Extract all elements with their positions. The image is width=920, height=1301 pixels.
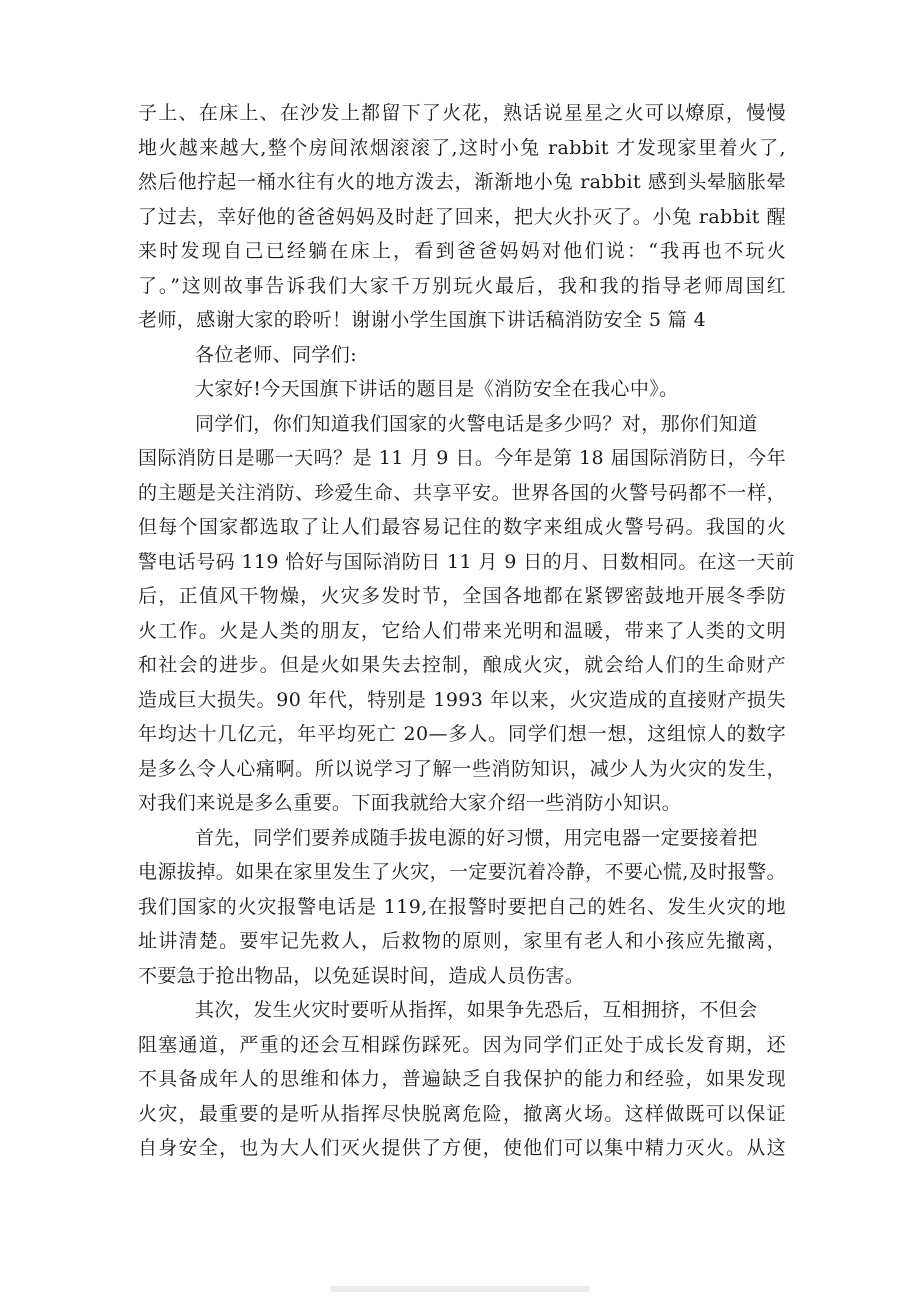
text-line: 和社会的进步。但是火如果失去控制，酿成火灾，就会给人们的生命财产 [138, 654, 786, 676]
text-line: 自身安全，也为大人们灭火提供了方便，使他们可以集中精力灭火。从这 [138, 1137, 786, 1159]
page-footer-bar [330, 1286, 590, 1292]
paragraph-start: 同学们，你们知道我们国家的火警电话是多少吗？对，那你们知道 [195, 412, 758, 435]
text-line: 但每个国家都选取了让人们最容易记住的数字来组成火警号码。我国的火 [138, 516, 786, 538]
text-line: 了。”这则故事告诉我们大家千万别玩火最后，我和我的指导老师周国红 [138, 274, 786, 297]
text-line: 址讲清楚。要牢记先救人，后救物的原则，家里有老人和小孩应先撤离， [138, 930, 786, 952]
paragraph-start: 其次，发生火灾时要听从指挥，如果争先恐后，互相拥挤，不但会 [195, 999, 758, 1021]
text-line: 国际消防日是哪一天吗？是 11 月 9 日。今年是第 18 届国际消防日，今年 [138, 447, 786, 469]
text-line: 老师，感谢大家的聆听！谢谢小学生国旗下讲话稿消防安全 5 篇 4 [138, 309, 707, 331]
text-line: 不要急于抢出物品，以免延误时间，造成人员伤害。 [138, 964, 585, 987]
text-line: 不具备成年人的思维和体力，普遍缺乏自我保护的能力和经验，如果发现 [138, 1068, 786, 1090]
text-line: 火灾，最重要的是听从指挥尽快脱离危险，撤离火场。这样做既可以保证 [138, 1102, 786, 1125]
text-line: 然后他拧起一桶水往有火的地方泼去，渐渐地小兔 rabbit 感到头晕脑胀晕 [138, 171, 786, 193]
text-line: 是多么令人心痛啊。所以说学习了解一些消防知识，减少人为火灾的发生， [138, 757, 786, 780]
text-line: 电源拔掉。如果在家里发生了火灾，一定要沉着冷静，不要心慌,及时报警。 [138, 861, 786, 883]
text-line: 子上、在床上、在沙发上都留下了火花，熟话说星星之火可以燎原，慢慢 [138, 102, 786, 124]
text-line: 阻塞通道，严重的还会互相踩伤踩死。因为同学们正处于成长发育期，还 [138, 1033, 786, 1056]
paragraph-start: 首先，同学们要养成随手拔电源的好习惯，用完电器一定要接着把 [195, 826, 758, 849]
document-body [138, 96, 795, 1166]
text-line: 警电话号码 119 恰好与国际消防日 11 月 9 日的月、日数相同。在这一天前 [138, 550, 795, 573]
text-line: 地火越来越大,整个房间浓烟滚滚了,这时小兔 rabbit 才发现家里着火了, [138, 136, 786, 159]
text-line: 来时发现自己已经躺在床上，看到爸爸妈妈对他们说：“我再也不玩火 [138, 240, 786, 262]
text-line: 造成巨大损失。90 年代，特别是 1993 年以来，火灾造成的直接财产损失 [138, 688, 786, 711]
text-line: 对我们来说是多么重要。下面我就给大家介绍一些消防小知识。 [138, 792, 682, 814]
text-line: 我们国家的火灾报警电话是 119,在报警时要把自己的姓名、发生火灾的地 [138, 895, 786, 918]
salutation: 各位老师、同学们: [195, 343, 358, 366]
text-line: 的主题是关注消防、珍爱生命、共享平安。世界各国的火警号码都不一样， [138, 481, 786, 504]
text-line: 后，正值风干物燥，火灾多发时节，全国各地都在紧锣密鼓地开展冬季防 [138, 585, 786, 607]
text-line: 火工作。火是人类的朋友，它给人们带来光明和温暖，带来了人类的文明 [138, 619, 786, 642]
greeting-line: 大家好!今天国旗下讲话的题目是《消防安全在我心中》。 [195, 378, 679, 400]
text-line: 年均达十几亿元，年平均死亡 20—多人。同学们想一想，这组惊人的数字 [138, 723, 786, 745]
text-line: 了过去，幸好他的爸爸妈妈及时赶了回来，把大火扑灭了。小兔 rabbit 醒 [138, 205, 786, 228]
